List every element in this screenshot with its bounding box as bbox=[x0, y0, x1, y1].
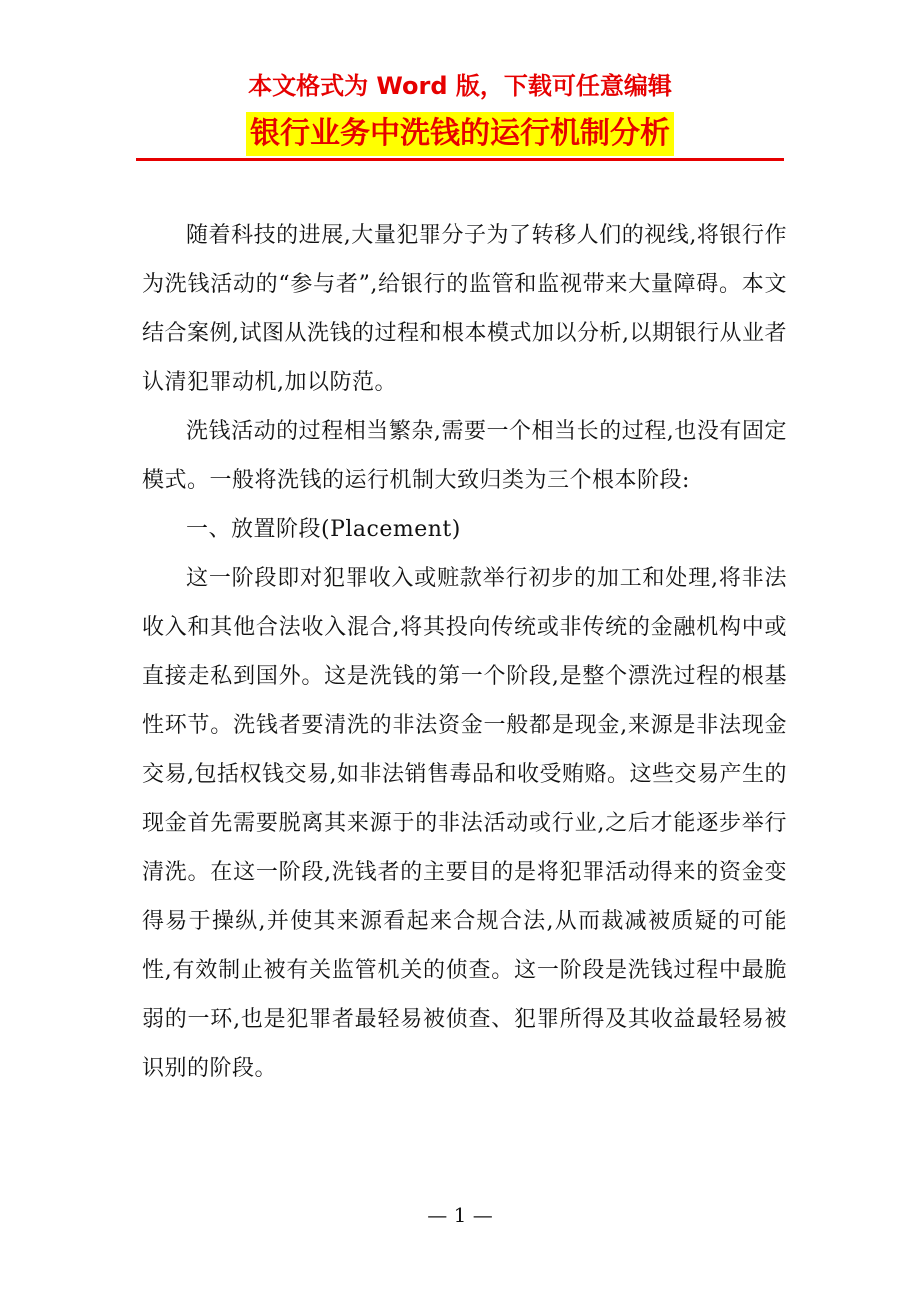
download-banner: 本文格式为 Word 版，下载可任意编辑 bbox=[248, 72, 672, 100]
title-container bbox=[0, 112, 920, 156]
body-paragraph: 随着科技的进展,大量犯罪分子为了转移人们的视线,将银行作为洗钱活动的“参与者”,给银行的监管和监视带来大量障碍。本文结合案例,试图从洗钱的过程和根本模式加以分析,以期银行从业者认清犯罪动机,加以防范。 bbox=[142, 223, 787, 395]
section-heading: 一、放置阶段(Placement) bbox=[186, 517, 461, 542]
document-title: 银行业务中洗钱的运行机制分析 bbox=[246, 112, 674, 156]
page-number: — 1 — bbox=[427, 1203, 493, 1227]
body-paragraph: 洗钱活动的过程相当繁杂,需要一个相当长的过程,也没有固定模式。一般将洗钱的运行机制大致归类为三个根本阶段: bbox=[142, 419, 787, 493]
document-body bbox=[142, 211, 787, 1093]
body-paragraph: 这一阶段即对犯罪收入或赃款举行初步的加工和处理,将非法收入和其他合法收入混合,将其投向传统或非传统的金融机构中或直接走私到国外。这是洗钱的第一个阶段,是整个漂洗过程的根基性环节。洗钱者要清洗的非法资金一般都是现金,来源是非法现金交易,包括权钱交易,如非法销售毒品和收受贿赂。这些交易产生的现金首先需要脱离其来源于的非法活动或行业,之后才能逐步举行清洗。在这一阶段,洗钱者的主要目的是将犯罪活动得来的资金变得易于操纵,并使其来源看起来合规合法,从而裁减被质疑的可能性,有效制止被有关监管机关的侦查。这一阶段是洗钱过程中最脆弱的一环,也是犯罪者最轻易被侦查、犯罪所得及其收益最轻易被识别的阶段。 bbox=[142, 566, 787, 1081]
title-divider bbox=[136, 158, 784, 161]
